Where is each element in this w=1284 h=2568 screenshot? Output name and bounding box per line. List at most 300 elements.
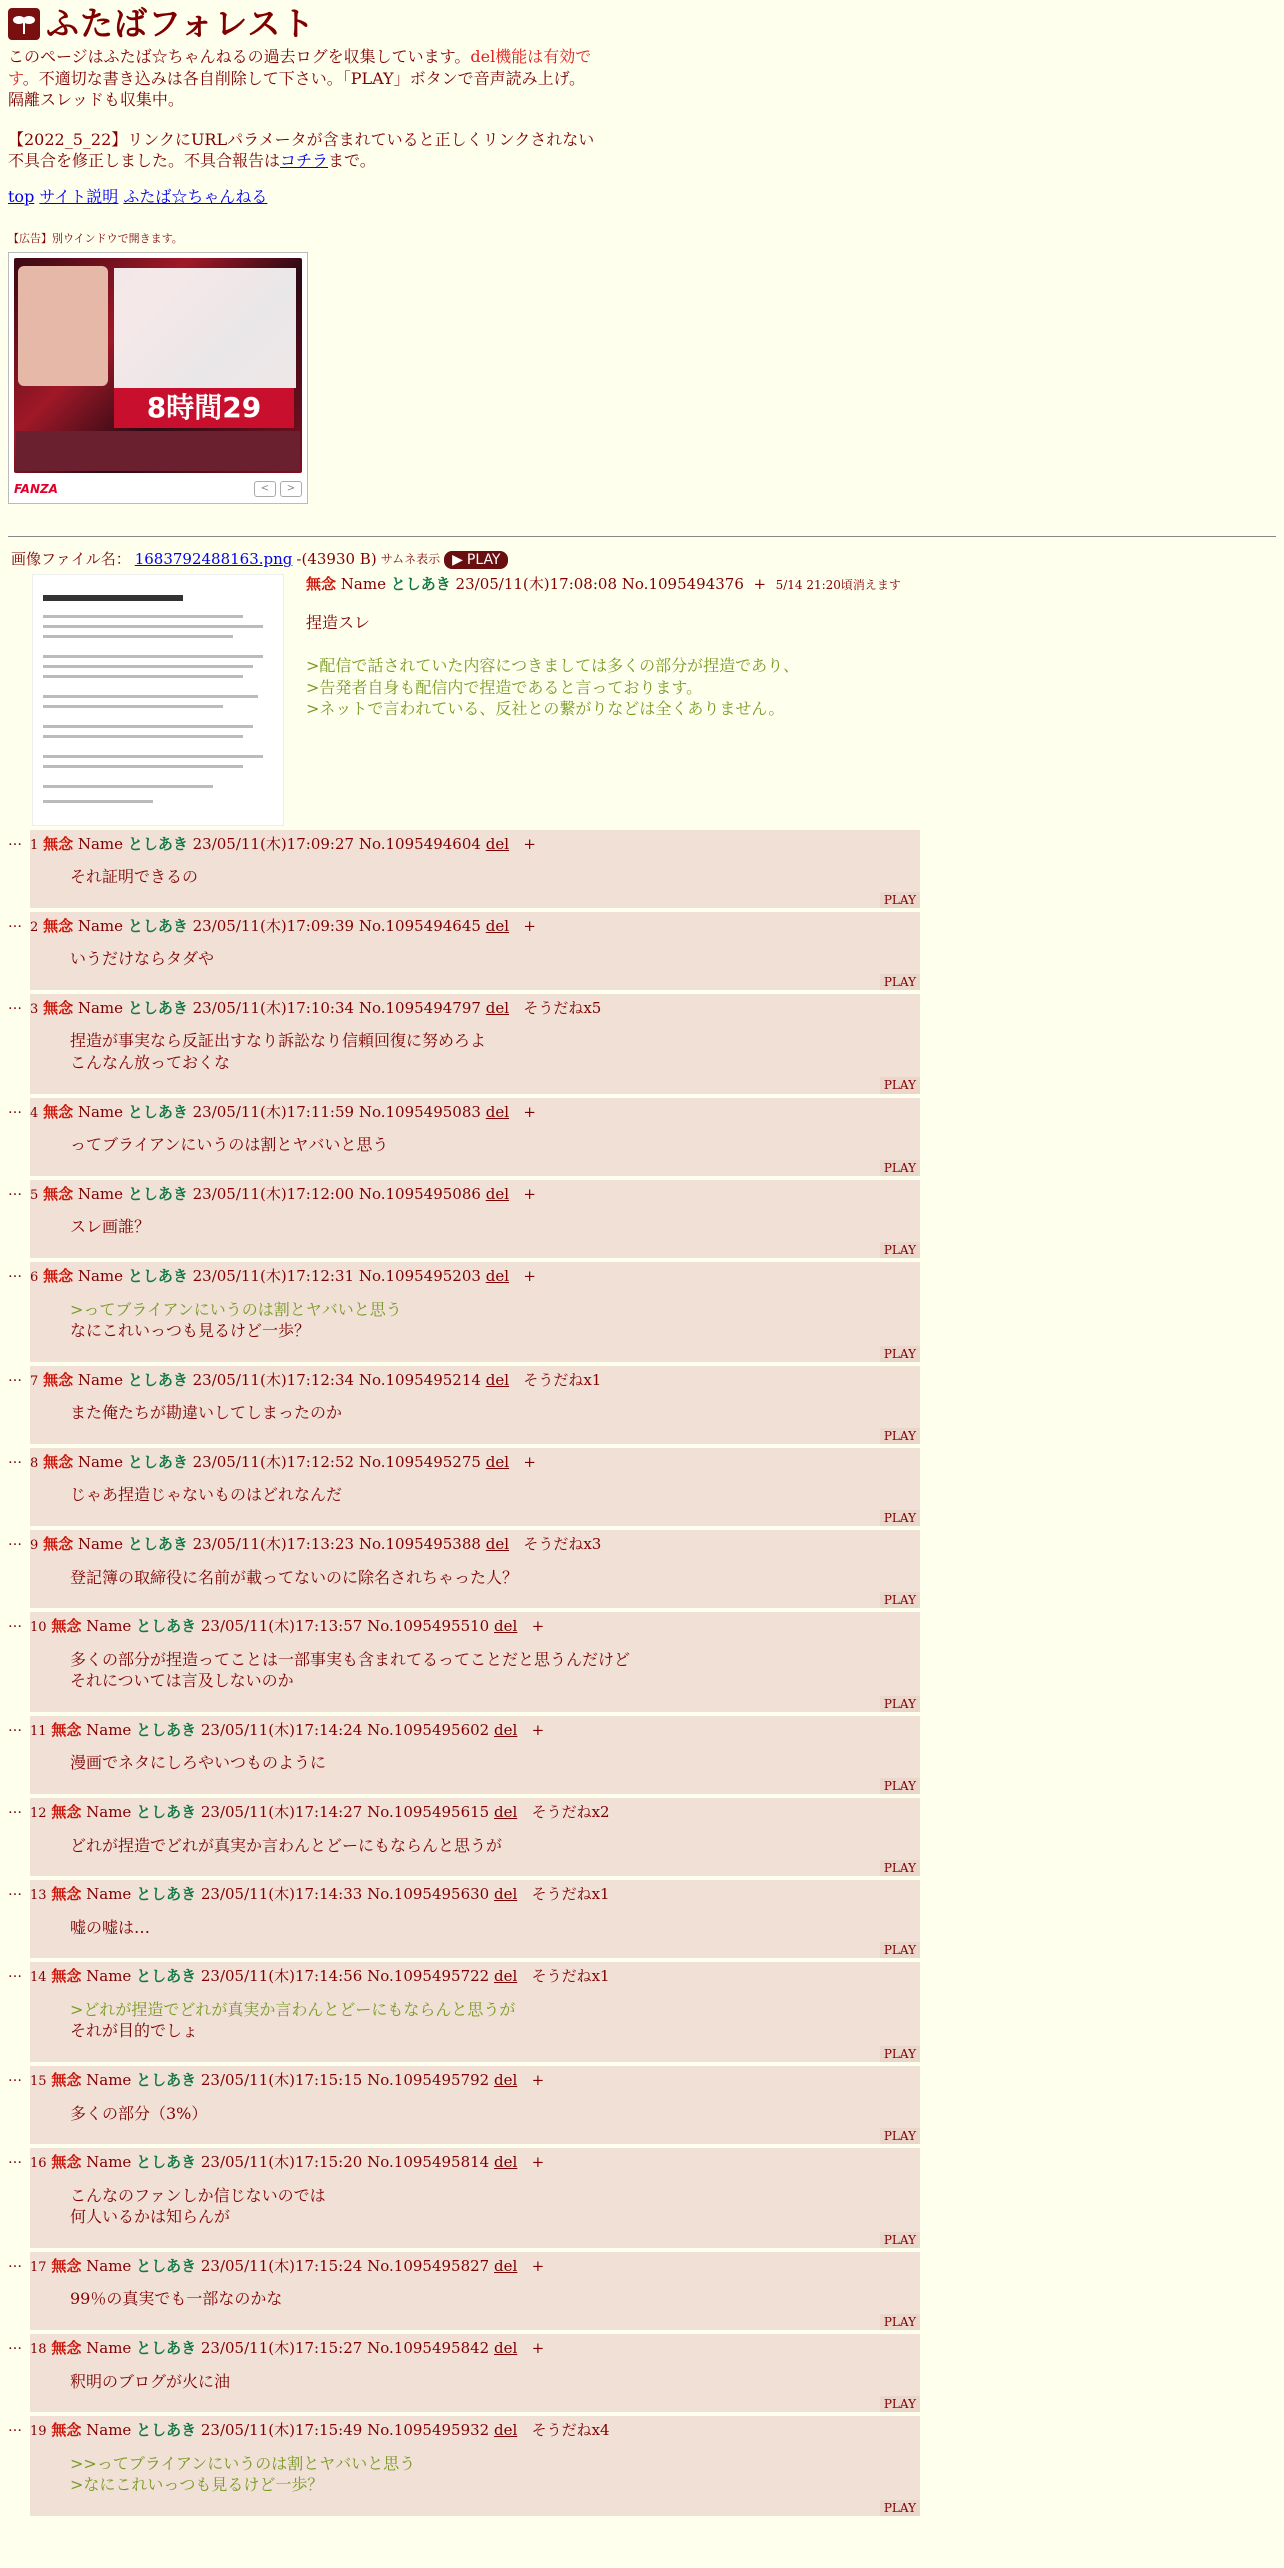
reply-name-label: Name [86,1802,132,1821]
reply-line: こんなのファンしか信じないのでは [70,2185,326,2205]
reply-subject: 無念 [51,2421,82,2440]
reply-name-label: Name [77,1266,124,1285]
reply-play-button[interactable]: PLAY [880,974,920,990]
reply-index: 15 [30,2074,47,2089]
reply-soudane-button[interactable]: そうだねx5 [523,998,602,1017]
reply-index: 18 [30,2342,47,2358]
reply-name: としあき [136,2421,197,2440]
reply-line: ってブライアンにいうのは割とヤバいと思う [70,1135,389,1155]
ad-headline: 8時間29 [114,388,294,428]
reply-soudane-button[interactable]: + [531,1617,545,1636]
reply-line: >ってブライアンにいうのは割とヤバいと思う [70,1299,402,1319]
reply-subject: 無念 [43,834,74,853]
ad-banner[interactable] [8,252,308,504]
reply-post [30,2066,920,2144]
reply-menu-icon[interactable]: … [8,1718,22,1735]
reply-line: いうだけならタダや [70,949,215,969]
reply-row [8,1530,1276,1608]
reply-body [70,1216,920,1238]
reply-header [30,834,920,855]
reply-name-label: Name [86,2256,132,2275]
reply-index: 16 [30,2156,47,2172]
reply-line: >なにこれいっつも見るけど一歩？ [70,2475,324,2495]
reply-body [70,1402,920,1424]
reply-menu-icon[interactable]: … [8,832,22,849]
reply-menu-icon[interactable]: … [8,1615,22,1632]
reply-number[interactable]: No.1095495615 [367,1802,490,1821]
reply-row [8,1098,1276,1176]
reply-subject: 無念 [51,1617,82,1636]
reply-index: 17 [30,2259,47,2275]
reply-body [70,1484,920,1506]
reply-header [30,2256,920,2277]
reply-menu-icon[interactable]: … [8,2069,22,2085]
reply-play-button[interactable]: PLAY [880,2396,920,2412]
reply-date: 23/05/11(木)17:13:23 [192,1534,355,1553]
reply-play-button[interactable]: PLAY [880,1860,920,1876]
reply-play-button[interactable]: PLAY [880,2500,920,2516]
reply-play-button[interactable]: PLAY [880,1778,920,1794]
reply-soudane-button[interactable]: + [531,1720,545,1739]
reply-number[interactable]: No.1095494645 [358,916,481,935]
reply-index: 9 [30,1537,39,1553]
reply-play-button[interactable]: PLAY [880,1592,920,1608]
reply-name: としあき [136,2339,197,2358]
ad-next-arrow-icon[interactable]: > [280,481,302,497]
op-plus-button[interactable]: + [753,574,767,593]
reply-number[interactable]: No.1095495814 [367,2153,490,2172]
reply-name-label: Name [86,1617,132,1636]
reply-name: としあき [136,2153,197,2172]
nav-links [8,186,1276,208]
reply-soudane-button[interactable]: そうだねx4 [531,2421,610,2440]
reply-index: 2 [30,919,39,935]
reply-body [70,948,920,970]
reply-del-link[interactable]: del [485,1452,510,1471]
op-line: >ネットで言われている、反社との繋がりなどは全くありません。 [306,699,785,719]
reply-subject: 無念 [51,2153,82,2172]
reply-row [8,2066,1276,2144]
reply-index: 6 [30,1269,39,1285]
reply-row [8,1880,1276,1958]
reply-number[interactable]: No.1095495602 [367,1720,490,1739]
reply-number[interactable]: No.1095495214 [358,1370,481,1389]
site-title: ふたばフォレスト [46,3,316,43]
reply-del-link[interactable]: del [494,2153,518,2172]
reply-menu-icon[interactable]: … [8,1800,22,1817]
reply-del-link[interactable]: del [485,1102,510,1121]
reply-del-link[interactable]: del [485,1266,510,1285]
op-thumbnail[interactable] [32,574,284,826]
reply-subject: 無念 [43,1452,74,1471]
reply-post [30,2334,920,2412]
op-line: 捏造スレ [306,612,371,632]
reply-line: 捏造が事実なら反証出すなり訴訟なり信頼回復に努めろよ [70,1031,487,1051]
divider [8,536,1276,537]
reply-name-label: Name [86,2339,132,2358]
reply-header [30,2420,920,2441]
reply-menu-icon[interactable]: … [8,914,22,931]
futaba-channel-link[interactable]: ふたば☆ちゃんねる [123,186,268,206]
reply-name-label: Name [77,1184,124,1203]
reply-header [30,1616,920,1637]
reply-play-button[interactable]: PLAY [880,2232,920,2248]
reply-index: 10 [30,1620,47,1636]
reply-number[interactable]: No.1095495932 [367,2421,490,2440]
reply-subject: 無念 [43,1102,74,1121]
op-subject: 無念 [306,574,337,593]
reply-name: としあき [136,2256,197,2275]
reply-header [30,1534,920,1555]
reply-number[interactable]: No.1095495630 [367,1885,490,1904]
reply-play-button[interactable]: PLAY [880,1346,920,1362]
reply-del-link[interactable]: del [494,2256,518,2275]
reply-number[interactable]: No.1095495086 [358,1184,481,1203]
reply-name-label: Name [77,1370,124,1389]
op-post [8,574,1276,826]
reply-soudane-button[interactable]: そうだねx1 [523,1370,602,1389]
reply-name: としあき [127,1534,188,1553]
ad-brand-logo: FANZA [14,482,58,497]
thread-play-button[interactable] [444,551,508,569]
reply-row [8,2252,1276,2330]
reply-play-button[interactable]: PLAY [880,892,920,908]
reply-name-label: Name [77,998,124,1017]
reply-soudane-button[interactable]: + [531,2153,545,2172]
reply-row [8,994,1276,1094]
notice-text-b: まで。 [328,151,376,171]
intro-del-notice: del機能は有効です [8,47,592,88]
site-header [8,3,1276,43]
op-body [306,612,901,720]
reply-name: としあき [127,1370,188,1389]
reply-soudane-button[interactable]: そうだねx1 [531,1885,610,1904]
reply-del-link[interactable]: del [494,1967,518,1986]
reply-post [30,1612,920,1712]
reply-date: 23/05/11(木)17:12:52 [192,1452,355,1471]
reply-name: としあき [136,1802,197,1821]
reply-post [30,1716,920,1794]
reply-number[interactable]: No.1095494604 [358,834,481,853]
reply-line: それについては言及しないのか [70,1671,294,1691]
reply-post [30,1366,920,1444]
reply-row [8,1716,1276,1794]
reply-subject: 無念 [51,2256,82,2275]
reply-date: 23/05/11(木)17:12:31 [192,1266,355,1285]
reply-name-label: Name [86,2421,132,2440]
reply-number[interactable]: No.1095495510 [367,1617,490,1636]
intro-text-a: このページはふたば☆ちゃんねるの過去ログを収集しています。 [8,47,471,66]
reply-index: 7 [30,1373,39,1389]
reply-header [30,2152,920,2173]
reply-body [70,1030,920,1073]
reply-name: としあき [136,1720,197,1739]
file-link[interactable]: 1683792488163.png [134,550,293,569]
reply-header [30,1452,920,1473]
reply-line: 登記簿の取締役に名前が載ってないのに除名されちゃった人？ [70,1567,519,1587]
reply-number[interactable]: No.1095495827 [367,2256,490,2275]
reply-body [70,1999,920,2042]
reply-del-link[interactable]: del [485,834,510,853]
reply-soudane-button[interactable]: + [523,916,536,935]
reply-index: 3 [30,1001,39,1017]
reply-line: 漫画でネタにしろやいつものように [70,1753,327,1773]
reply-number[interactable]: No.1095495842 [367,2339,490,2358]
reply-del-link[interactable]: del [494,1720,518,1739]
reply-body [70,2453,920,2496]
intro-text-b: 。不適切な書き込みは各自削除して下さい。「PLAY」ボタンで音声読み上げ。隔離スレッドも収集中。 [8,68,585,110]
reply-date: 23/05/11(木)17:15:24 [200,2256,363,2275]
reply-header [30,916,920,937]
reply-subject: 無念 [51,1802,82,1821]
reply-soudane-button[interactable]: + [523,1102,536,1121]
reply-date: 23/05/11(木)17:15:15 [200,2071,363,2089]
reply-play-button[interactable]: PLAY [880,1160,920,1176]
reply-name: としあき [127,998,188,1017]
reply-post [30,2416,920,2516]
reply-date: 23/05/11(木)17:14:56 [200,1967,363,1986]
reply-soudane-button[interactable]: そうだねx3 [523,1534,602,1553]
ad-image[interactable] [14,258,302,473]
file-label: 画像ファイル名： [11,550,131,569]
reply-date: 23/05/11(木)17:13:57 [200,1617,363,1636]
reply-soudane-button[interactable]: + [531,2256,545,2275]
reply-body [70,2185,920,2228]
reply-line: 多くの部分が捏造ってことは一部事実も含まれてるってことだと思うんだけど [70,1649,631,1669]
reply-header [30,998,920,1019]
reply-soudane-button[interactable]: + [523,1266,536,1285]
reply-menu-icon[interactable]: … [8,1100,22,1117]
reply-post [30,1448,920,1526]
reply-row [8,1798,1276,1876]
reply-subject: 無念 [43,1184,74,1203]
reply-name-label: Name [86,1885,132,1904]
op-line: >告発者自身も配信内で捏造であると言っております。 [306,677,703,697]
reply-row [8,830,1276,908]
reply-soudane-button[interactable]: + [523,1184,536,1203]
reply-name: としあき [127,1184,188,1203]
reply-menu-icon[interactable]: … [8,1532,22,1549]
reply-row [8,2334,1276,2412]
reply-line: どれが捏造でどれが真実か言わんとどーにもならんと思うが [70,1835,503,1855]
reply-index: 14 [30,1970,47,1986]
reply-number[interactable]: No.1095495792 [367,2071,490,2089]
reply-number[interactable]: No.1095495203 [358,1266,481,1285]
reply-del-link[interactable]: del [485,1534,510,1553]
op-line: >配信で話されていた内容につきましては多くの部分が捏造であり、 [306,656,800,676]
reply-post [30,1530,920,1608]
reply-list [8,830,1276,2516]
reply-play-button[interactable]: PLAY [880,2128,920,2144]
reply-soudane-button[interactable]: + [523,834,536,853]
reply-subject: 無念 [51,1720,82,1739]
reply-date: 23/05/11(木)17:15:49 [200,2421,363,2440]
reply-subject: 無念 [43,1534,74,1553]
reply-play-button[interactable]: PLAY [880,1696,920,1712]
reply-del-link[interactable]: del [485,1370,510,1389]
reply-header [30,1370,920,1391]
bug-report-link[interactable]: コチラ [280,151,329,171]
reply-number[interactable]: No.1095495722 [367,1967,490,1986]
reply-header [30,1266,920,1287]
reply-body [70,1649,920,1692]
reply-menu-icon[interactable]: … [8,1264,22,1281]
file-size: -(43930 B) [296,550,377,569]
reply-date: 23/05/11(木)17:14:27 [200,1802,363,1821]
reply-date: 23/05/11(木)17:11:59 [192,1102,355,1121]
reply-index: 13 [30,1888,47,1904]
reply-line: 嘘の嘘は… [70,1917,151,1937]
reply-del-link[interactable]: del [494,1885,518,1904]
op-name: としあき [390,574,451,593]
reply-menu-icon[interactable]: … [8,1965,22,1982]
reply-subject: 無念 [43,1370,74,1389]
reply-post [30,1962,920,2062]
play-label: PLAY [466,551,501,568]
reply-menu-icon[interactable]: … [8,2151,22,2168]
reply-body [70,1752,920,1774]
reply-body [70,1299,920,1342]
reply-del-link[interactable]: del [494,1802,518,1821]
reply-date: 23/05/11(木)17:12:00 [192,1184,355,1203]
reply-soudane-button[interactable]: そうだねx2 [531,1802,610,1821]
reply-name: としあき [127,1102,188,1121]
reply-play-button[interactable]: PLAY [880,1077,920,1093]
reply-soudane-button[interactable]: + [531,2071,545,2089]
reply-number[interactable]: No.1095495275 [358,1452,481,1471]
reply-soudane-button[interactable]: そうだねx1 [531,1967,610,1986]
reply-name: としあき [127,1452,188,1471]
reply-soudane-button[interactable]: + [523,1452,536,1471]
reply-line: それが目的でしょ [70,2021,199,2041]
reply-name: としあき [136,1885,197,1904]
reply-date: 23/05/11(木)17:10:34 [192,998,355,1017]
site-notice [8,129,598,172]
reply-row [8,1962,1276,2062]
reply-line: 釈明のブログが火に油 [70,2371,231,2391]
reply-number[interactable]: No.1095495083 [358,1102,481,1121]
reply-line: >どれが捏造でどれが真実か言わんとどーにもならんと思うが [70,1999,516,2019]
reply-del-link[interactable]: del [485,1184,510,1203]
reply-name: としあき [127,916,188,935]
reply-play-button[interactable]: PLAY [880,1510,920,1526]
reply-index: 4 [30,1105,39,1121]
reply-name-label: Name [77,1534,124,1553]
reply-soudane-button[interactable]: + [531,2339,545,2358]
site-description-link[interactable]: サイト説明 [39,186,119,206]
reply-menu-icon[interactable]: … [8,1883,22,1900]
reply-menu-icon[interactable]: … [8,1450,22,1467]
reply-post [30,2252,920,2330]
reply-row [8,1612,1276,1712]
reply-number[interactable]: No.1095495388 [358,1534,481,1553]
op-name-label: Name [340,574,386,593]
reply-play-button[interactable]: PLAY [880,1242,920,1258]
reply-post [30,1098,920,1176]
reply-row [8,2148,1276,2248]
reply-menu-icon[interactable]: … [8,1182,22,1199]
reply-index: 19 [30,2424,47,2440]
reply-menu-icon[interactable]: … [8,2337,22,2354]
reply-name: としあき [127,834,188,853]
op-number[interactable]: No.1095494376 [621,574,744,593]
reply-subject: 無念 [43,916,74,935]
reply-body [70,1917,920,1939]
reply-body [70,1567,920,1589]
reply-row [8,912,1276,990]
reply-date: 23/05/11(木)17:14:33 [200,1885,363,1904]
reply-header [30,1184,920,1205]
reply-menu-icon[interactable]: … [8,2254,22,2271]
reply-header [30,2338,920,2359]
reply-post [30,2148,920,2248]
reply-header [30,1720,920,1741]
reply-del-link[interactable]: del [485,916,510,935]
reply-play-button[interactable]: PLAY [880,2314,920,2330]
reply-line: こんなん放っておくな [70,1053,231,1073]
reply-name: としあき [136,1617,197,1636]
reply-name-label: Name [77,834,124,853]
reply-row [8,2416,1276,2516]
reply-date: 23/05/11(木)17:12:34 [192,1370,355,1389]
reply-play-button[interactable]: PLAY [880,1428,920,1444]
reply-play-button[interactable]: PLAY [880,2046,920,2062]
reply-del-link[interactable]: del [494,1617,518,1636]
reply-header [30,2070,920,2091]
reply-line: スレ画誰？ [70,1217,151,1237]
reply-header [30,1966,920,1987]
reply-post [30,1180,920,1258]
reply-row [8,1180,1276,1258]
reply-name-label: Name [86,1720,132,1739]
reply-index: 11 [30,1723,47,1739]
reply-line: 99％の真実でも一部なのかな [70,2289,283,2309]
reply-index: 1 [30,837,39,853]
reply-body [70,2288,920,2310]
notice-text-a: 【2022_5_22】リンクにURLパラメータが含まれていると正しくリンクされない不具合を修正しました。不具合報告は [8,129,595,171]
reply-del-link[interactable]: del [485,998,510,1017]
reply-row [8,1448,1276,1526]
reply-del-link[interactable]: del [494,2339,518,2358]
reply-subject: 無念 [51,2071,82,2089]
reply-post [30,994,920,1094]
reply-name-label: Name [86,1967,132,1986]
reply-post [30,912,920,990]
reply-date: 23/05/11(木)17:14:24 [200,1720,363,1739]
reply-del-link[interactable]: del [494,2071,518,2089]
reply-number[interactable]: No.1095494797 [358,998,481,1017]
reply-name-label: Name [86,2153,132,2172]
reply-line: それ証明できるの [70,867,199,887]
reply-menu-icon[interactable]: … [8,2419,22,2436]
reply-date: 23/05/11(木)17:09:39 [192,916,355,935]
top-link[interactable]: top [8,186,35,206]
ad-note: 【広告】別ウインドウで開きます。 [8,231,183,245]
reply-date: 23/05/11(木)17:15:27 [200,2339,363,2358]
reply-menu-icon[interactable]: … [8,996,22,1013]
reply-play-button[interactable]: PLAY [880,1942,920,1958]
reply-subject: 無念 [43,1266,74,1285]
reply-del-link[interactable]: del [494,2421,518,2440]
reply-line: また俺たちが勘違いしてしまったのか [70,1403,343,1423]
file-info [11,549,1276,569]
reply-menu-icon[interactable]: … [8,1368,22,1385]
ad-prev-arrow-icon[interactable]: < [254,481,276,497]
reply-header [30,1102,920,1123]
reply-line: >>ってブライアンにいうのは割とヤバいと思う [70,2453,416,2473]
op-line [306,634,901,656]
thumb-toggle[interactable]: サムネ表示 [380,552,441,567]
